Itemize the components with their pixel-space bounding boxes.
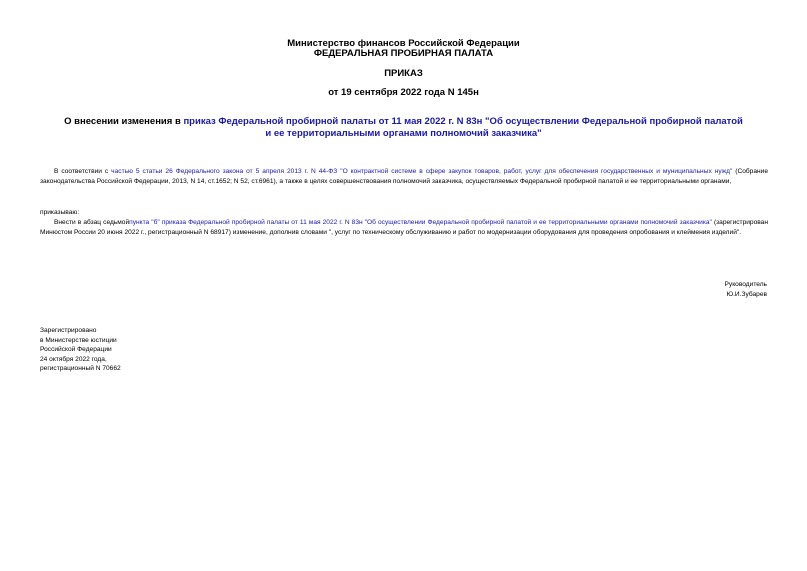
law-link[interactable]: частью 5 статьи 26 Федерального закона от 5 апреля 2013 г. N 44-ФЗ "О контрактной системе в сфере закупок товаров, работ, услуг для обеспечения государственных и муниципальных нужд" xyxy=(111,168,733,175)
order-word: приказываю: xyxy=(40,209,80,216)
signature-name: Ю.И.Зубарев xyxy=(726,291,767,298)
ministry-name: Министерство финансов Российской Федерации xyxy=(287,38,520,49)
title-prefix: О внесении изменения в xyxy=(64,116,184,127)
document-title xyxy=(60,116,747,140)
document-date-number: от 19 сентября 2022 года N 145н xyxy=(328,87,479,98)
title-link[interactable]: приказ Федеральной пробирной палаты от 11 мая 2022 г. N 83н "Об осуществлении Федеральной пробирной палатой и ее территориальными органами полномочий заказчика" xyxy=(183,116,743,139)
para2-prefix: Внести в абзац седьмой xyxy=(54,219,130,226)
paragraph-basis xyxy=(40,167,768,186)
registration-line: Российской Федерации xyxy=(40,346,112,354)
registration-block xyxy=(40,326,121,374)
registration-line: в Министерстве юстиции xyxy=(40,336,117,344)
registration-line: Зарегистрировано xyxy=(40,327,97,334)
para1-prefix: В соответствии с xyxy=(54,168,112,175)
registration-line: регистрационный N 70662 xyxy=(40,365,121,373)
registration-line: 24 октября 2022 года, xyxy=(40,355,107,363)
signature-position: Руководитель xyxy=(724,281,767,288)
para2-suffix: (зарегистрирован Минюстом России 20 июня 2022 г., регистрационный N 68917) изменение, дополнив словами ", услуг по техническому обслуживанию и работ по модернизации оборудования для проведения опробования и клеймения изделий". xyxy=(40,219,768,236)
chamber-name: ФЕДЕРАЛЬНАЯ ПРОБИРНАЯ ПАЛАТА xyxy=(313,48,494,59)
order-link[interactable]: пункта "б" приказа Федеральной пробирной палаты от 11 мая 2022 г. N 83н "Об осуществлении Федеральной пробирной палатой и ее территориальными органами полномочий заказчика" xyxy=(129,219,712,226)
para1-suffix: (Собрание законодательства Российской Федерации, 2013, N 14, ст.1652; N 52, ст.6961), а также в целях совершенствования полномочий заказчика, осуществляемых Федеральной пробирной палатой и ее территориальными органами, xyxy=(40,168,768,185)
paragraph-amendment xyxy=(40,218,768,237)
document-type: ПРИКАЗ xyxy=(384,68,423,79)
